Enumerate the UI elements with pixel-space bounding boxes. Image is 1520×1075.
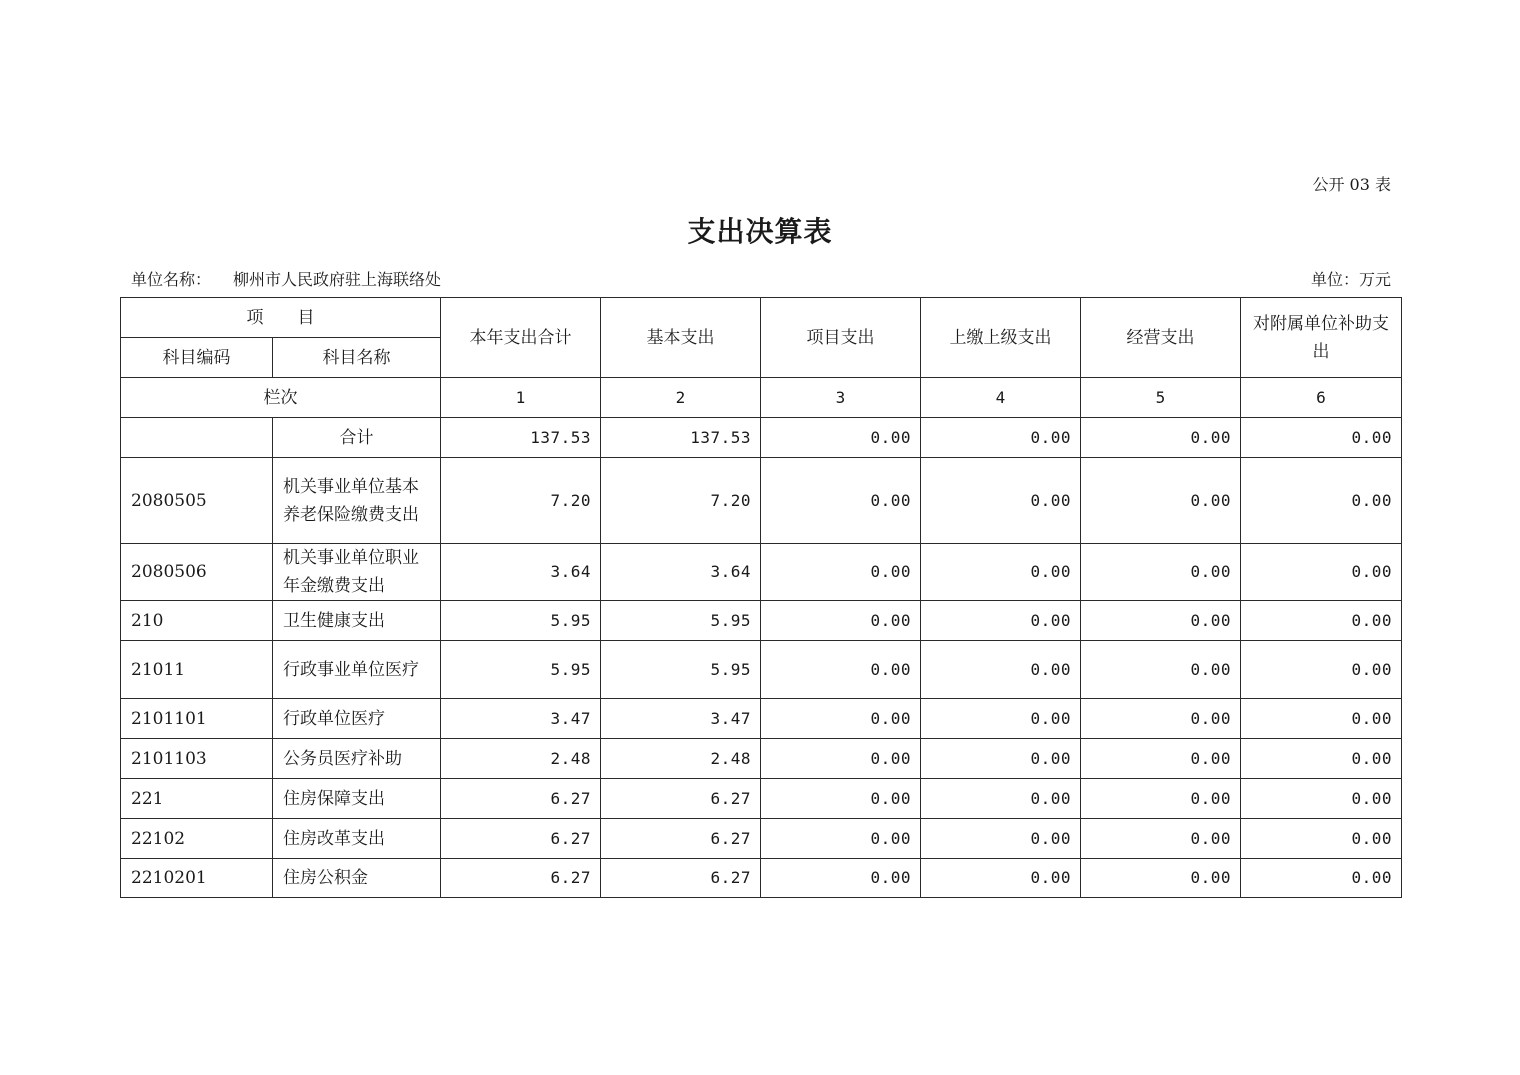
header-item: 项 目 [121,298,441,338]
value-upper: 0.00 [921,779,1081,819]
value-business: 0.00 [1081,699,1241,739]
header-subsidy [1241,298,1402,378]
unit-name-label: 单位名称： [131,270,212,289]
value-basic: 5.95 [601,601,761,641]
subject-name: 住房公积金 [273,859,441,898]
subject-name: 机关事业单位基本养老保险缴费支出 [273,458,441,544]
value-subsidy: 0.00 [1241,739,1402,779]
subject-code: 210 [121,601,273,641]
value-subsidy: 0.00 [1241,418,1402,458]
value-business: 0.00 [1081,601,1241,641]
value-basic: 6.27 [601,779,761,819]
header-basic: 基本支出 [601,298,761,378]
value-business: 0.00 [1081,739,1241,779]
value-business: 0.00 [1081,641,1241,699]
subject-code [121,418,273,458]
subject-name: 合计 [273,418,441,458]
value-project: 0.00 [761,699,921,739]
header-code: 科目编码 [121,338,273,378]
header-business: 经营支出 [1081,298,1241,378]
header-total: 本年支出合计 [441,298,601,378]
subject-code: 21011 [121,641,273,699]
table-row [121,779,1402,819]
subject-name: 卫生健康支出 [273,601,441,641]
value-upper: 0.00 [921,458,1081,544]
column-index-5: 5 [1081,378,1241,418]
value-total: 5.95 [441,641,601,699]
table-row [121,458,1402,544]
header-project: 项目支出 [761,298,921,378]
subject-code: 22102 [121,819,273,859]
value-basic: 6.27 [601,859,761,898]
value-subsidy: 0.00 [1241,641,1402,699]
value-business: 0.00 [1081,418,1241,458]
currency-unit: 单位：万元 [1310,270,1391,289]
value-total: 6.27 [441,859,601,898]
value-subsidy: 0.00 [1241,601,1402,641]
value-project: 0.00 [761,819,921,859]
subject-name: 机关事业单位职业年金缴费支出 [273,544,441,601]
header-subsidy-text: 对附属单位补助支出 [1253,313,1389,362]
subject-name: 住房改革支出 [273,819,441,859]
value-upper: 0.00 [921,641,1081,699]
value-project: 0.00 [761,601,921,641]
subject-code: 221 [121,779,273,819]
column-index-6: 6 [1241,378,1402,418]
value-upper: 0.00 [921,859,1081,898]
value-subsidy: 0.00 [1241,699,1402,739]
column-index-1: 1 [441,378,601,418]
value-project: 0.00 [761,779,921,819]
value-project: 0.00 [761,458,921,544]
subject-code: 2080506 [121,544,273,601]
column-index-row [121,378,1402,418]
value-subsidy: 0.00 [1241,544,1402,601]
table-row [121,641,1402,699]
value-upper: 0.00 [921,819,1081,859]
value-total: 2.48 [441,739,601,779]
value-total: 6.27 [441,819,601,859]
subject-code: 2080505 [121,458,273,544]
value-subsidy: 0.00 [1241,819,1402,859]
column-index-4: 4 [921,378,1081,418]
column-index-2: 2 [601,378,761,418]
value-basic: 5.95 [601,641,761,699]
table-row [121,601,1402,641]
subject-name: 住房保障支出 [273,779,441,819]
value-subsidy: 0.00 [1241,458,1402,544]
value-project: 0.00 [761,859,921,898]
value-total: 3.64 [441,544,601,601]
subject-name: 行政事业单位医疗 [273,641,441,699]
table-body [121,418,1402,898]
unit-name-line [131,267,441,290]
value-business: 0.00 [1081,458,1241,544]
subject-name: 行政单位医疗 [273,699,441,739]
value-basic: 6.27 [601,819,761,859]
value-basic: 7.20 [601,458,761,544]
value-basic: 3.47 [601,699,761,739]
table-row [121,819,1402,859]
subject-name: 公务员医疗补助 [273,739,441,779]
value-business: 0.00 [1081,779,1241,819]
value-subsidy: 0.00 [1241,779,1402,819]
value-project: 0.00 [761,739,921,779]
table-row [121,739,1402,779]
page-title: 支出决算表 [687,215,833,248]
subject-code: 2101103 [121,739,273,779]
value-upper: 0.00 [921,544,1081,601]
value-business: 0.00 [1081,544,1241,601]
table-row [121,418,1402,458]
value-business: 0.00 [1081,859,1241,898]
value-upper: 0.00 [921,699,1081,739]
subject-code: 2210201 [121,859,273,898]
header-upper: 上缴上级支出 [921,298,1081,378]
table-row [121,859,1402,898]
form-number: 公开 03 表 [1312,175,1391,194]
value-total: 5.95 [441,601,601,641]
value-business: 0.00 [1081,819,1241,859]
value-total: 137.53 [441,418,601,458]
subject-code: 2101101 [121,699,273,739]
table-row [121,544,1402,601]
value-project: 0.00 [761,641,921,699]
column-index-3: 3 [761,378,921,418]
value-total: 7.20 [441,458,601,544]
table-head [121,298,1402,418]
value-basic: 3.64 [601,544,761,601]
value-basic: 2.48 [601,739,761,779]
unit-name: 柳州市人民政府驻上海联络处 [233,270,442,289]
value-total: 6.27 [441,779,601,819]
value-upper: 0.00 [921,739,1081,779]
table-row [121,699,1402,739]
expenditure-table [120,297,1402,898]
value-total: 3.47 [441,699,601,739]
value-project: 0.00 [761,544,921,601]
header-name: 科目名称 [273,338,441,378]
value-upper: 0.00 [921,601,1081,641]
value-subsidy: 0.00 [1241,859,1402,898]
value-project: 0.00 [761,418,921,458]
value-basic: 137.53 [601,418,761,458]
value-upper: 0.00 [921,418,1081,458]
column-index-label: 栏次 [121,378,441,418]
header-row-1 [121,298,1402,338]
